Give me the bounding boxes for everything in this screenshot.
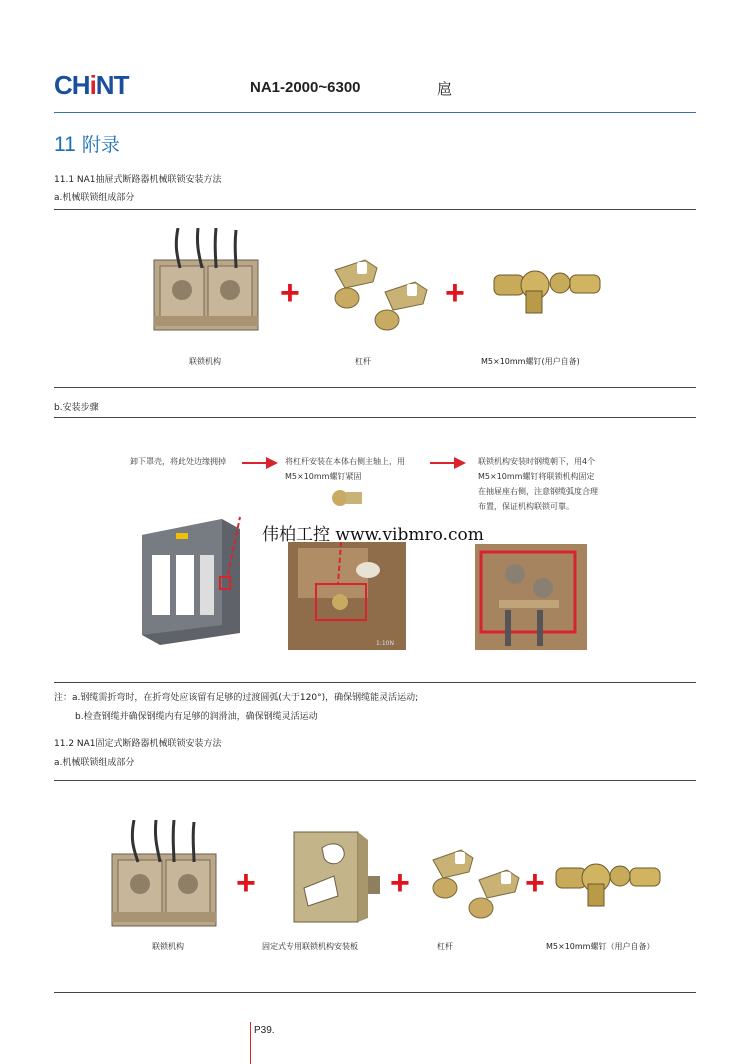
- lever-install-photo: [288, 542, 406, 650]
- plus-sign: +: [525, 864, 545, 902]
- model-suffix: 扈: [437, 80, 453, 98]
- divider: [54, 992, 696, 993]
- caption-interlock-mechanism: 联锁机构: [189, 357, 221, 366]
- divider: [54, 417, 696, 418]
- divider: [54, 682, 696, 683]
- chint-logo: CHiNT: [54, 70, 129, 100]
- plus-sign: +: [390, 864, 410, 902]
- caption-interlock-mechanism: 联锁机构: [152, 942, 184, 951]
- divider: [54, 780, 696, 781]
- subsection-heading-2: 11.2 NA1固定式断路器机械联锁安装方法: [54, 739, 222, 749]
- caption-lever: 杠杆: [355, 357, 371, 366]
- caption-lever: 杠杆: [437, 942, 453, 951]
- screw-image: [490, 255, 608, 320]
- screw-image: [554, 850, 666, 912]
- mechanism-install-photo: [475, 544, 587, 650]
- divider: [54, 387, 696, 388]
- step-2-text: 将杠杆安装在本体右侧主轴上，用M5×10mm螺钉紧固: [285, 457, 405, 481]
- lever-image: [425, 832, 525, 920]
- note-line-2: b.检查钢缆并确保钢缆内有足够的润滑油，确保钢缆灵活运动: [75, 712, 318, 722]
- drawer-base-image: [122, 515, 246, 645]
- subsection-heading-1: 11.1 NA1抽屉式断路器机械联锁安装方法: [54, 175, 222, 185]
- lever-image: [325, 240, 435, 335]
- model-title: NA1-2000~6300: [250, 79, 361, 96]
- photo-label: 1:10N: [376, 640, 394, 647]
- divider: [54, 209, 696, 210]
- step-3-text: 联锁机构安装时钢缆朝下，用4个M5×10mm螺钉将联锁机构固定在抽屉座右侧，注意钢缆弧度合理布置，保证机构联锁可靠。: [478, 457, 598, 511]
- caption-screw: M5×10mm螺钉（用户自备）: [546, 942, 655, 951]
- part-b-label: b.安装步骤: [54, 403, 99, 413]
- interlock-mechanism-image: [150, 228, 262, 334]
- plus-sign: +: [445, 274, 465, 312]
- page-number: P39.: [254, 1025, 275, 1036]
- plus-sign: +: [280, 274, 300, 312]
- mounting-plate-image: [284, 826, 384, 926]
- caption-screw: M5×10mm螺钉(用户自备): [481, 357, 580, 366]
- page-marker-line: [250, 1022, 251, 1064]
- part-a-label-2: a.机械联锁组成部分: [54, 758, 135, 768]
- header-divider: [54, 112, 696, 113]
- watermark: 伟柏工控 www.vibmro.com: [262, 525, 484, 545]
- arrow-right-icon: [430, 456, 466, 470]
- note-line-1: 注：a.钢缆需折弯时，在折弯处应该留有足够的过渡圆弧(大于120°)，确保钢缆能灵活运动;: [54, 693, 419, 703]
- interlock-mechanism-image: [108, 820, 220, 930]
- lever-small-image: [328, 486, 368, 510]
- caption-mounting-plate: 固定式专用联锁机构安装板: [262, 942, 358, 951]
- arrow-right-icon: [242, 456, 278, 470]
- section-title: 11 附录: [54, 133, 120, 156]
- part-a-label-1: a.机械联锁组成部分: [54, 193, 135, 203]
- plus-sign: +: [236, 864, 256, 902]
- step-1-text: 卸下罩壳，将此处边缘拥掉: [130, 457, 226, 466]
